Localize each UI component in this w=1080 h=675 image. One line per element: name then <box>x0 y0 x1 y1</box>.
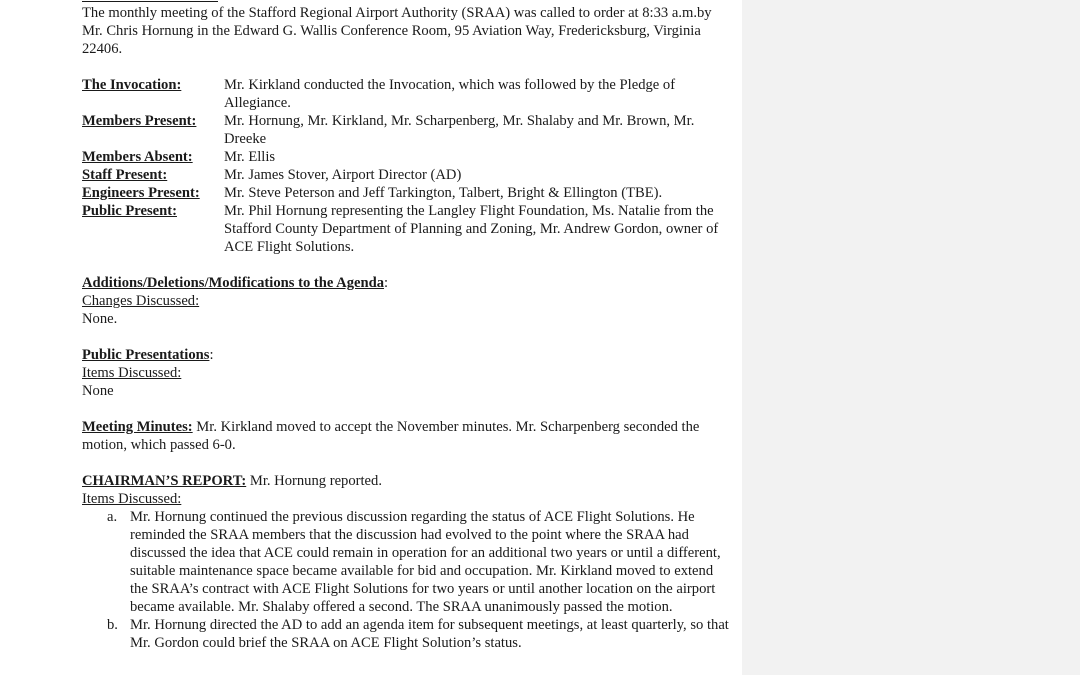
agenda-changes-section <box>82 274 732 328</box>
chairmans-report-body: Mr. Hornung reported. <box>246 473 382 489</box>
chairmans-report-subheading: Items Discussed: <box>82 491 182 507</box>
public-presentations-body: None <box>82 383 114 399</box>
meeting-minutes-section <box>82 418 732 454</box>
members-absent-label: Members Absent: <box>82 149 193 165</box>
intro-paragraph: The monthly meeting of the Stafford Regional Airport Authority (SRAA) was called to order at 8:33 a.m.by Mr. Chris Hornung in the Edward G. Wallis Conference Room, 95 Aviation Way, Fredericksburg, Virginia 22406. <box>82 5 712 57</box>
public-presentations-section <box>82 346 732 400</box>
list-item-letter: a. <box>107 509 118 525</box>
public-presentations-subheading: Items Discussed: <box>82 365 182 381</box>
agenda-changes-heading-suffix: : <box>384 275 389 291</box>
public-present-value: Mr. Phil Hornung representing the Langley Flight Foundation, Ms. Natalie from the Stafford County Department of Planning and Zoning, Mr. Andrew Gordon, owner of ACE Flight Solutions. <box>224 203 719 255</box>
list-item <box>82 616 732 652</box>
chairmans-report-section <box>82 472 732 652</box>
cut-off-heading-underline <box>82 0 218 2</box>
side-panel <box>742 0 1080 675</box>
meeting-minutes-heading: Meeting Minutes: <box>82 419 193 435</box>
engineers-present-label: Engineers Present: <box>82 185 200 201</box>
staff-present-value: Mr. James Stover, Airport Director (AD) <box>224 167 462 183</box>
chairmans-report-heading-line <box>82 472 732 490</box>
list-item-text: Mr. Hornung continued the previous discussion regarding the status of ACE Flight Solutions. He reminded the SRAA members that the discussion had evolved to the point where the SRAA had discussed the idea that ACE could remain in operation for an additional two years or until a different, suitable maintenance space became available for bid and occupation. Mr. Kirkland moved to extend the SRAA’s contract with ACE Flight Solutions for two years or until another location on the airport became available. Mr. Shalaby offered a second. The SRAA unanimously passed the motion. <box>130 509 721 615</box>
agenda-changes-subheading: Changes Discussed: <box>82 293 200 309</box>
list-item <box>82 508 732 616</box>
public-present-label: Public Present: <box>82 203 177 219</box>
list-item-text: Mr. Hornung directed the AD to add an agenda item for subsequent meetings, at least quarterly, so that Mr. Gordon could brief the SRAA on ACE Flight Solution’s status. <box>130 617 729 651</box>
meeting-minutes-body: Mr. Kirkland moved to accept the November minutes. Mr. Scharpenberg seconded the motion, which passed 6-0. <box>82 419 700 453</box>
engineers-present-value: Mr. Steve Peterson and Jeff Tarkington, Talbert, Bright & Ellington (TBE). <box>224 185 663 201</box>
members-present-label: Members Present: <box>82 113 197 129</box>
chairmans-report-items <box>82 508 732 652</box>
chairmans-report-heading: CHAIRMAN’S REPORT: <box>82 473 247 489</box>
agenda-changes-heading: Additions/Deletions/Modifications to the Agenda <box>82 275 385 291</box>
agenda-changes-heading-line <box>82 274 732 292</box>
invocation-value: Mr. Kirkland conducted the Invocation, which was followed by the Pledge of Allegiance. <box>224 77 676 111</box>
agenda-changes-body: None. <box>82 311 118 327</box>
staff-present-label: Staff Present: <box>82 167 168 183</box>
public-presentations-heading: Public Presentations <box>82 347 210 363</box>
public-presentations-heading-suffix: : <box>209 347 214 363</box>
list-item-letter: b. <box>107 617 118 633</box>
invocation-label: The Invocation: <box>82 77 182 93</box>
members-present-value: Mr. Hornung, Mr. Kirkland, Mr. Scharpenberg, Mr. Shalaby and Mr. Brown, Mr. Dreeke <box>224 113 695 147</box>
public-presentations-heading-line <box>82 346 732 364</box>
members-absent-value: Mr. Ellis <box>224 149 276 165</box>
